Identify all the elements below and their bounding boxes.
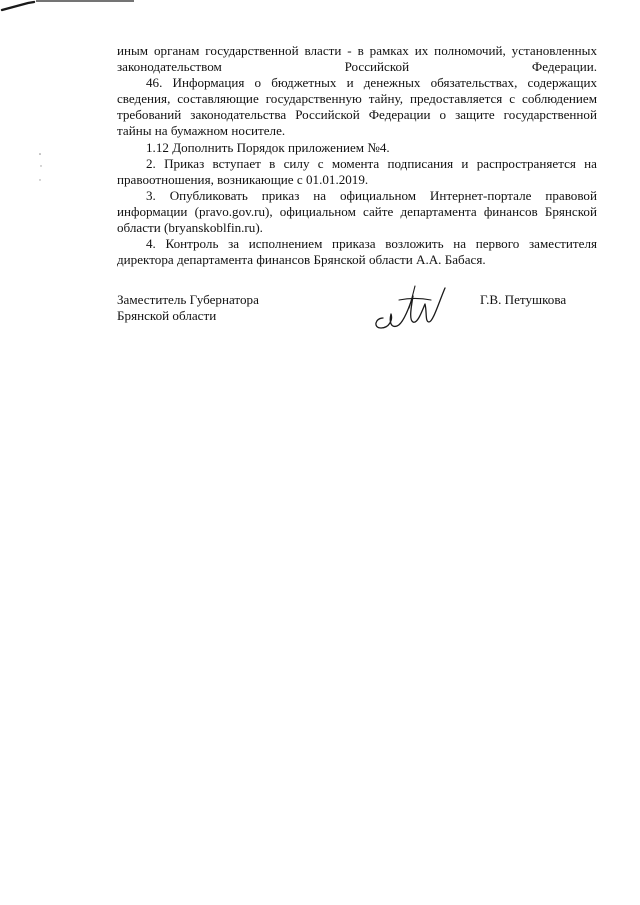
signer-title-line-1: Заместитель Губернатора <box>117 292 259 307</box>
scan-edge-specks <box>38 150 44 190</box>
signer-title <box>117 292 259 324</box>
paragraph-item-46: 46. Информация о бюджетных и денежных обязательствах, содержащих сведения, составляющие государственную тайну, предоставляется с соблюдением требований законодательства Российской Федерации о защите государственной тайны на бумажном носителе. <box>117 75 597 139</box>
document-body <box>117 43 597 268</box>
signer-name: Г.В. Петушкова <box>480 292 567 307</box>
signature-block <box>117 292 597 342</box>
paragraph-item-3: 3. Опубликовать приказ на официальном Интернет-портале правовой информации (pravo.gov.ru), официальном сайте департамента финансов Брянской области (bryanskoblfin.ru). <box>117 187 597 236</box>
paragraph-item-1-12: 1.12 Дополнить Порядок приложением №4. <box>146 139 390 155</box>
handwritten-signature <box>369 278 449 334</box>
signer-title-line-2: Брянской области <box>117 308 217 324</box>
scan-artifact-mark <box>0 0 140 12</box>
paragraph-item-2: 2. Приказ вступает в силу с момента подписания и распространяется на правоотношения, возникающие с 01.01.2019. <box>117 155 597 187</box>
paragraph-continuation: иным органам государственной власти - в рамках их полномочий, установленных законодательством Российской Федерации. <box>117 43 597 75</box>
paragraph-item-4: 4. Контроль за исполнением приказа возложить на первого заместителя директора департамента финансов Брянской области А.А. Бабася. <box>117 236 597 268</box>
